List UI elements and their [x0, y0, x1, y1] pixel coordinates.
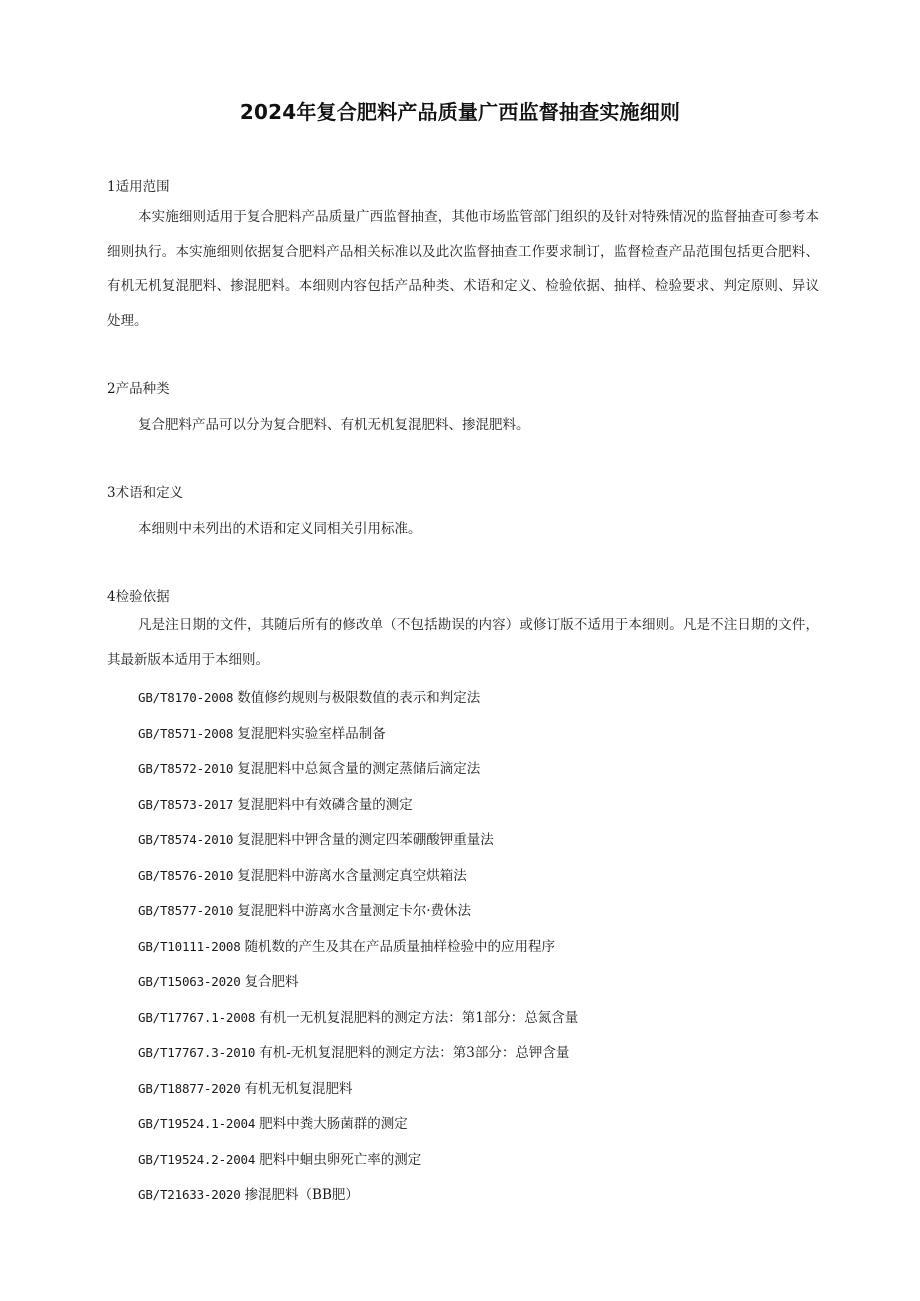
standard-name: 复合肥料 — [244, 974, 299, 990]
standard-name: 肥料中粪大肠菌群的测定 — [259, 1116, 408, 1132]
standard-code: GB/T19524.1-2004 — [138, 1116, 256, 1131]
standard-name: 数值修约规则与极限数值的表示和判定法 — [237, 690, 481, 706]
standard-item — [138, 688, 578, 724]
standard-name: 复混肥料中钾含量的测定四苯硼酸钾重量法 — [237, 832, 494, 848]
standard-code: GB/T17767.1-2008 — [138, 1009, 256, 1025]
standard-code: GB/T8574-2010 — [138, 832, 234, 847]
standard-item — [138, 830, 578, 866]
standard-item — [138, 901, 578, 937]
standard-item — [138, 1150, 578, 1186]
standard-code: GB/T8573-2017 — [138, 796, 234, 812]
standard-name: 复混肥料中游离水含量测定卡尔·费休法 — [237, 903, 472, 919]
standard-code: GB/T21633-2020 — [138, 1187, 241, 1202]
standards-list — [138, 688, 578, 1221]
document-title: 2024年复合肥料产品质量广西监督抽查实施细则 — [239, 100, 681, 124]
section-heading-terms: 3术语和定义 — [107, 485, 184, 501]
section-text-types: 复合肥料产品可以分为复合肥料、有机无机复混肥料、掺混肥料。 — [138, 417, 530, 433]
section-text-terms: 本细则中未列出的术语和定义同相关引用标准。 — [138, 521, 422, 537]
standard-item — [138, 1008, 578, 1044]
standard-item — [138, 759, 578, 795]
standard-name: 随机数的产生及其在产品质量抽样检验中的应用程序 — [244, 938, 556, 955]
standard-code: GB/T10111-2008 — [138, 938, 241, 954]
standard-name: 复混肥料实验室样品制备 — [237, 725, 386, 742]
section-heading-scope: 1适用范围 — [107, 179, 170, 195]
standard-item — [138, 795, 578, 831]
standard-item — [138, 1043, 578, 1079]
standard-code: GB/T19524.2-2004 — [138, 1151, 256, 1167]
standard-item — [138, 1185, 578, 1221]
standard-name: 复混肥料中总氮含量的测定蒸储后滴定法 — [237, 761, 481, 777]
section-text-scope: 本实施细则适用于复合肥料产品质量广西监督抽查，其他市场监管部门组织的及针对特殊情况的监督抽查可参考本细则执行。本实施细则依据复合肥料产品相关标准以及此次监督抽查工作要求制订，监督检查产品范围包括更合肥料、有机无机复混肥料、掺混肥料。本细则内容包括产品种类、术语和定义、检验依据、抽样、检验要求、判定原则、异议处理。 — [107, 209, 819, 329]
standard-name: 有机无机复混肥料 — [244, 1080, 353, 1097]
section-heading-basis: 4检验依据 — [107, 589, 170, 605]
standard-code: GB/T17767.3-2010 — [138, 1045, 256, 1060]
standard-code: GB/T8572-2010 — [138, 761, 234, 776]
standard-code: GB/T8170-2008 — [138, 690, 234, 705]
standard-code: GB/T8576-2010 — [138, 867, 234, 883]
standard-code: GB/T8577-2010 — [138, 903, 234, 918]
standard-item — [138, 724, 578, 760]
standard-name: 掺混肥料（BB肥） — [244, 1187, 359, 1203]
section-heading-types: 2产品种类 — [107, 381, 170, 397]
standard-name: 肥料中蛔虫卵死亡率的测定 — [259, 1151, 422, 1168]
standard-code: GB/T8571-2008 — [138, 725, 234, 741]
standard-name: 有机一无机复混肥料的测定方法：第1部分：总氮含量 — [259, 1009, 579, 1026]
standard-item — [138, 972, 578, 1008]
standard-name: 复混肥料中游离水含量测定真空烘箱法 — [237, 867, 467, 884]
standard-item — [138, 1079, 578, 1115]
standard-code: GB/T15063-2020 — [138, 974, 241, 989]
standard-name: 复混肥料中有效磷含量的测定 — [237, 796, 413, 813]
section-text-basis: 凡是注日期的文件，其随后所有的修改单（不包括勘误的内容）或修订版不适用于本细则。凡是不注日期的文件，其最新版本适用于本细则。 — [107, 617, 819, 668]
standard-name: 有机-无机复混肥料的测定方法：第3部分：总钾含量 — [259, 1045, 570, 1061]
standard-code: GB/T18877-2020 — [138, 1080, 241, 1096]
standard-item — [138, 866, 578, 902]
standard-item — [138, 937, 578, 973]
standard-item — [138, 1114, 578, 1150]
